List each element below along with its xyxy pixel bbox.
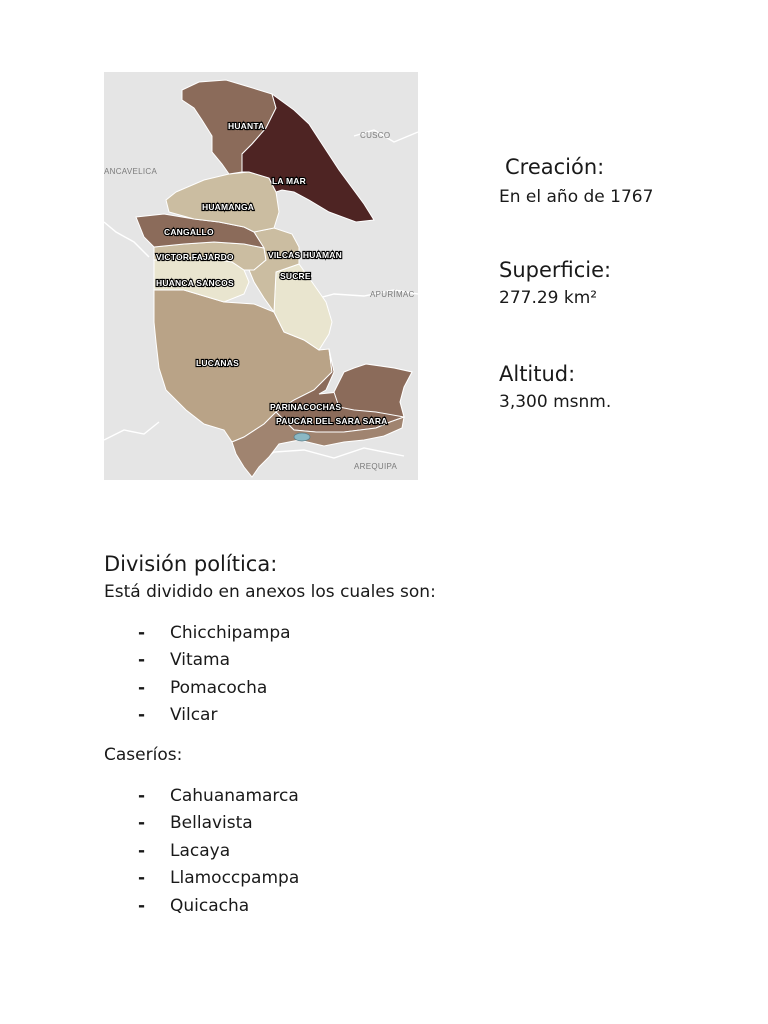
list-item: - Llamoccpampa (104, 865, 299, 892)
region-label: PARINACOCHAS (270, 402, 342, 412)
region-label: LUCANAS (196, 358, 239, 368)
region-label: VICTOR FAJARDO (156, 252, 234, 262)
region-label: HUANTA (228, 121, 265, 131)
creacion-value: En el año de 1767 (499, 187, 654, 207)
anexos-list (104, 620, 291, 730)
region-label: VILCAS HUAMAN (268, 250, 342, 260)
region-label: CANGALLO (164, 227, 214, 237)
list-item: - Cahuanamarca (104, 783, 299, 810)
list-item: - Lacaya (104, 838, 299, 865)
region-label: HUANCA SANCOS (156, 278, 234, 288)
altitud-value: 3,300 msnm. (499, 392, 612, 412)
neighbor-label: AREQUIPA (354, 462, 398, 471)
region-label: PAUCAR DEL SARA SARA (276, 416, 388, 426)
division-title: División política: (104, 552, 278, 576)
region-label: SUCRE (280, 271, 311, 281)
list-item: - Vilcar (104, 702, 291, 729)
caserios-label: Caseríos: (104, 745, 183, 765)
division-intro: Está dividido en anexos los cuales son: (104, 582, 436, 602)
list-item: - Bellavista (104, 810, 299, 837)
list-item: - Pomacocha (104, 675, 291, 702)
caserios-list (104, 783, 299, 920)
region-label: LA MAR (272, 176, 306, 186)
list-item: - Quicacha (104, 893, 299, 920)
altitud-title: Altitud: (499, 362, 576, 386)
superficie-title: Superficie: (499, 258, 612, 282)
region-label: HUAMANGA (202, 202, 255, 212)
ayacucho-map (104, 72, 418, 480)
list-item: - Chicchipampa (104, 620, 291, 647)
lake (294, 433, 310, 441)
neighbor-label: APURÍMAC (370, 290, 415, 299)
creacion-title: Creación: (505, 155, 605, 179)
list-item: - Vitama (104, 647, 291, 674)
neighbor-label: ANCAVELICA (104, 167, 158, 176)
neighbor-label: CUSCO (360, 131, 391, 140)
superficie-value: 277.29 km² (499, 288, 598, 308)
